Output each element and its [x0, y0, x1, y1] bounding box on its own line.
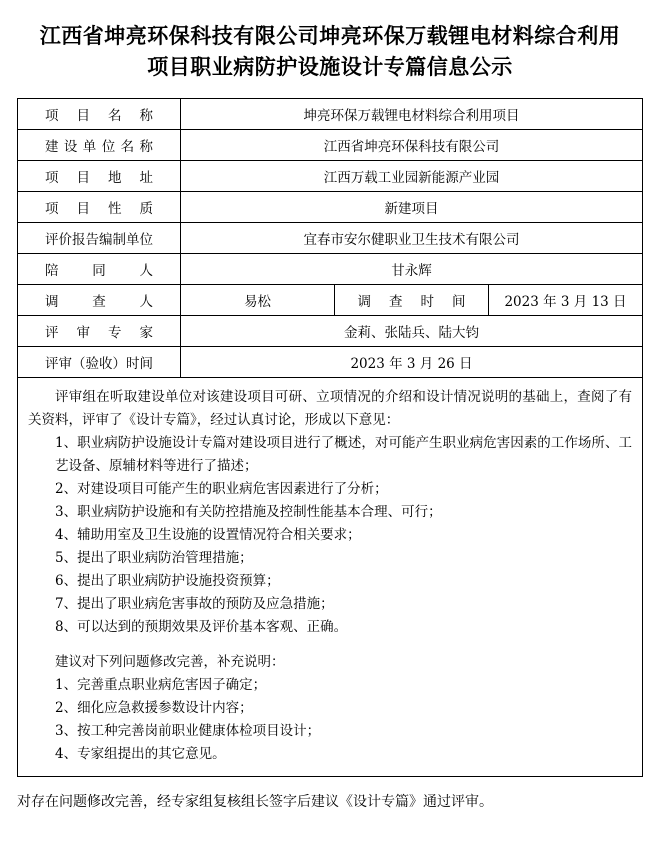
table-row [18, 161, 643, 192]
table-row [18, 254, 643, 285]
row-label-construction-unit: 建设单位名称 [18, 130, 181, 161]
row-value-report-unit: 宜春市安尔健职业卫生技术有限公司 [181, 223, 643, 254]
opinion-item-4: 4、辅助用室及卫生设施的设置情况符合相关要求； [55, 527, 361, 543]
opinion-intro: 评审组在听取建设单位对该建设项目可研、立项情况的介绍和设计情况说明的基础上，查阅了有关资料，评审了《设计专篇》，经过认真讨论，形成以下意见： [28, 389, 632, 428]
page-title: 江西省坤亮环保科技有限公司坤亮环保万载锂电材料综合利用项目职业病防护设施设计专篇信息公示 [39, 23, 621, 79]
row-value-review-time: 2023 年 3 月 26 日 [181, 347, 643, 378]
suggestion-item-1: 1、完善重点职业病危害因子确定； [55, 677, 267, 693]
suggestion-item-2: 2、细化应急救援参数设计内容； [55, 700, 253, 716]
row-label-accompanying-person: 陪同人 [18, 254, 181, 285]
row-value-project-name: 坤亮环保万载锂电材料综合利用项目 [181, 99, 643, 130]
opinion-item-8: 8、可以达到的预期效果及评价基本客观、正确。 [55, 619, 348, 635]
row-value-surveyor: 易松 [181, 285, 335, 316]
row-value-survey-time: 2023 年 3 月 13 日 [489, 285, 643, 316]
opinion-item-6: 6、提出了职业病防护设施投资预算； [55, 573, 280, 589]
row-value-project-address: 江西万载工业园新能源产业园 [181, 161, 643, 192]
table-row [18, 285, 643, 316]
row-label-project-name: 项目名称 [18, 99, 181, 130]
table-row [18, 316, 643, 347]
review-opinions-cell [18, 378, 643, 777]
suggestion-item-3: 3、按工种完善岗前职业健康体检项目设计； [55, 723, 321, 739]
table-row [18, 192, 643, 223]
suggestion-title: 建议对下列问题修改完善，补充说明： [55, 654, 285, 670]
row-label-report-unit: 评价报告编制单位 [18, 223, 181, 254]
opinion-item-1: 1、职业病防护设施设计专篇对建设项目进行了概述，对可能产生职业病危害因素的工作场所、工艺设备、原辅材料等进行了描述； [55, 435, 632, 474]
row-value-construction-unit: 江西省坤亮环保科技有限公司 [181, 130, 643, 161]
row-label-project-address: 项目地址 [18, 161, 181, 192]
spacer [28, 639, 632, 651]
footer-note: 对存在问题修改完善，经专家组复核组长签字后建议《设计专篇》通过评审。 [17, 794, 493, 810]
opinion-item-5: 5、提出了职业病防治管理措施； [55, 550, 253, 566]
table-row [18, 130, 643, 161]
table-row [18, 223, 643, 254]
row-label-surveyor: 调查人 [18, 285, 181, 316]
table-row [18, 99, 643, 130]
table-row-opinions [18, 378, 643, 777]
opinion-item-3: 3、职业病防护设施和有关防控措施及控制性能基本合理、可行； [55, 504, 442, 520]
info-table [17, 98, 643, 777]
opinion-item-2: 2、对建设项目可能产生的职业病危害因素进行了分析； [55, 481, 388, 497]
row-label-review-experts: 评审专家 [18, 316, 181, 347]
row-label-review-time: 评审（验收）时间 [18, 347, 181, 378]
row-label-project-nature: 项目性质 [18, 192, 181, 223]
info-table-body [18, 99, 643, 777]
table-row [18, 347, 643, 378]
opinion-item-7: 7、提出了职业病危害事故的预防及应急措施； [55, 596, 334, 612]
row-label-survey-time: 调查时间 [335, 285, 489, 316]
row-value-accompanying-person: 甘永辉 [181, 254, 643, 285]
suggestion-item-4: 4、专家组提出的其它意见。 [55, 746, 226, 762]
row-value-project-nature: 新建项目 [181, 192, 643, 223]
row-value-review-experts: 金莉、张陆兵、陆大钧 [181, 316, 643, 347]
